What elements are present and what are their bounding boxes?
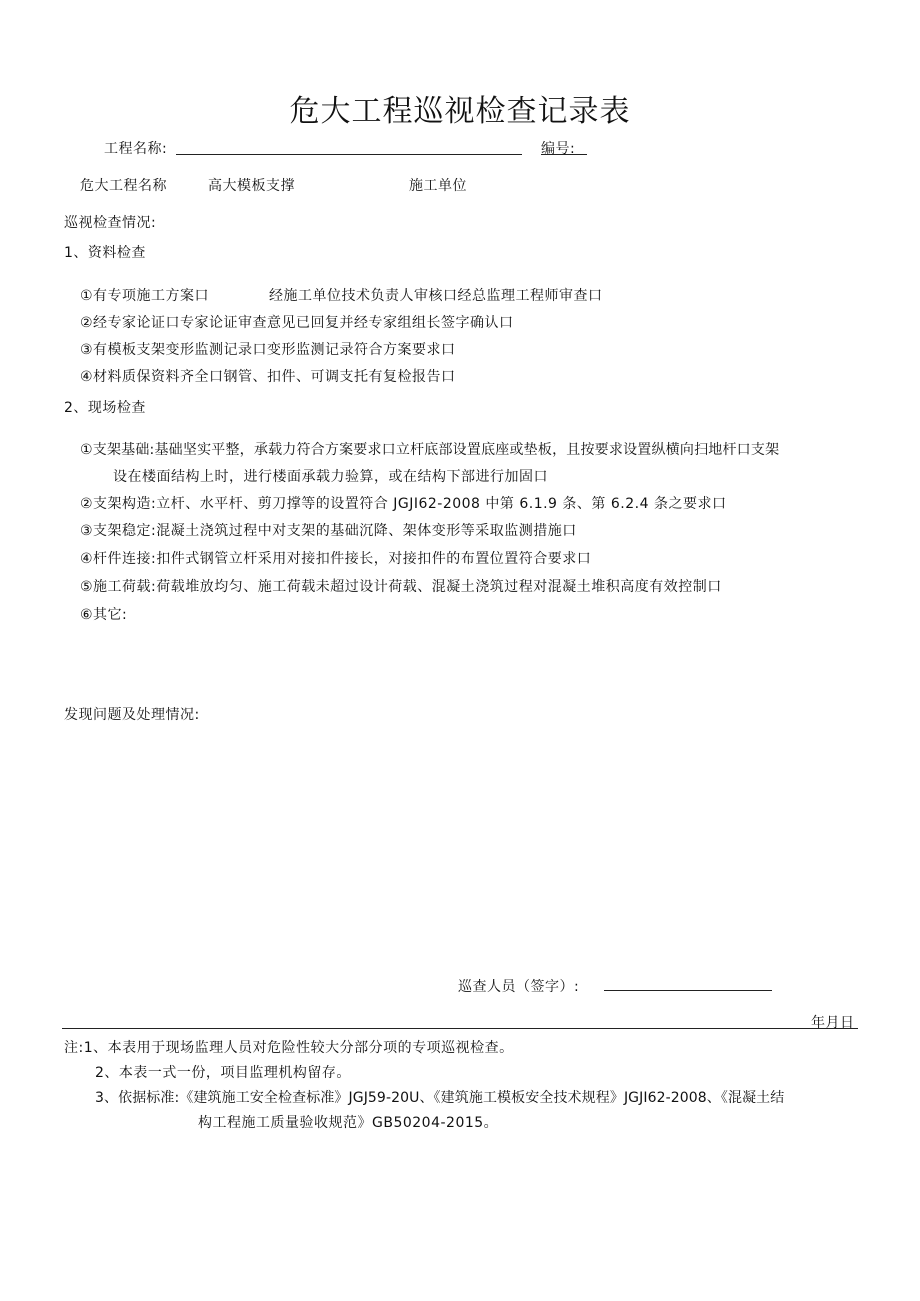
check-item: ③支架稳定:混凝土浇筑过程中对支架的基础沉降、架体变形等采取监测措施口 bbox=[80, 523, 577, 539]
project-name-underline bbox=[176, 154, 522, 155]
check-item: ②经专家论证口专家论证审查意见已回复并经专家组组长签字确认口 bbox=[80, 315, 514, 331]
check-item: ②支架构造:立杆、水平杆、剪刀撑等的设置符合 JGJI62-2008 中第 6.1.9 条、第 6.2.4 条之要求口 bbox=[80, 496, 727, 512]
check-item: ④杆件连接:扣件式钢管立杆采用对接扣件接长，对接扣件的布置位置符合要求口 bbox=[80, 551, 592, 567]
check-item: ③有模板支架变形监测记录口变形监测记录符合方案要求口 bbox=[80, 342, 456, 358]
construction-unit-label: 施工单位 bbox=[409, 178, 467, 194]
issues-label: 发现问题及处理情况: bbox=[64, 707, 200, 723]
inspection-heading: 巡视检查情况: bbox=[64, 215, 157, 231]
danger-project-name-value: 高大模板支撑 bbox=[208, 178, 295, 194]
note-item: 注:1、本表用于现场监理人员对危险性较大分部分项的专项巡视检查。 bbox=[64, 1040, 514, 1056]
section-document-check-title: 1、资料检查 bbox=[64, 245, 146, 261]
divider bbox=[62, 1028, 858, 1029]
note-item: 3、依据标准:《建筑施工安全检查标准》JGJ59-20U、《建筑施工模板安全技术规程》JGJI62-2008、《混凝土结 bbox=[95, 1090, 785, 1106]
check-item: ①支架基础:基础坚实平整，承载力符合方案要求口立杆底部设置底座或垫板，且按要求设置纵横向扫地杆口支架 bbox=[80, 442, 780, 458]
check-item: 经施工单位技术负责人审核口经总监理工程师审查口 bbox=[269, 288, 603, 304]
note-item: 构工程施工质量验收规范》GB50204-2015。 bbox=[198, 1115, 499, 1131]
check-item: ⑤施工荷载:荷载堆放均匀、施工荷载未超过设计荷载、混凝土浇筑过程对混凝土堆积高度有效控制口 bbox=[80, 579, 722, 595]
check-item: ①有专项施工方案口 bbox=[80, 288, 210, 304]
danger-project-name-label: 危大工程名称 bbox=[80, 178, 167, 194]
check-item: ④材料质保资料齐全口钢管、扣件、可调支托有复检报告口 bbox=[80, 369, 456, 385]
number-underline bbox=[541, 154, 587, 155]
section-site-check-title: 2、现场检查 bbox=[64, 400, 146, 416]
project-name-label: 工程名称: bbox=[104, 141, 168, 157]
check-item: 设在楼面结构上时，进行楼面承载力验算，或在结构下部进行加固口 bbox=[113, 469, 548, 485]
signature-line bbox=[604, 990, 772, 991]
date-label: 年月日 bbox=[811, 1015, 855, 1031]
check-item: ⑥其它: bbox=[80, 607, 128, 623]
page-title: 危大工程巡视检查记录表 bbox=[289, 94, 631, 129]
inspector-signature-label: 巡查人员（签字）: bbox=[458, 979, 580, 995]
number-label: 编号: bbox=[541, 141, 576, 157]
note-item: 2、本表一式一份，项目监理机构留存。 bbox=[95, 1065, 351, 1081]
